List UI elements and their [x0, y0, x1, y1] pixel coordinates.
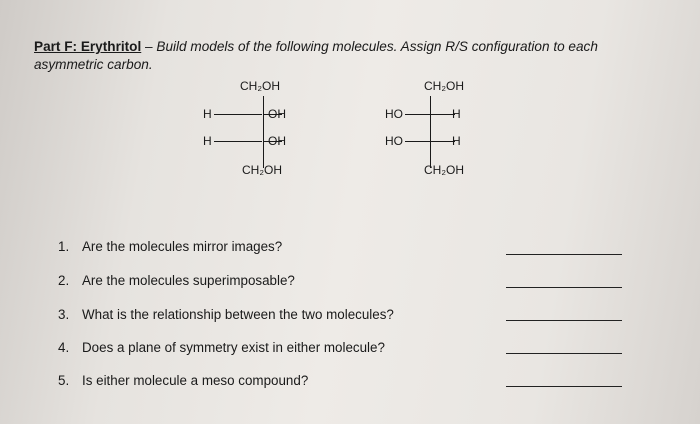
question-2: [58, 273, 295, 288]
mol2-c1-left-bond: [405, 114, 430, 115]
question-4: [58, 340, 385, 355]
question-number: 4.: [58, 340, 70, 355]
mol1-c1-left: H: [203, 107, 212, 121]
mol2-c1-right: H: [452, 107, 461, 121]
question-text: Is either molecule a meso compound?: [82, 373, 309, 388]
question-number: 5.: [58, 373, 70, 388]
question-5: [58, 373, 308, 388]
mol1-c1-right: OH: [268, 107, 286, 121]
question-1: [58, 239, 282, 254]
mol2-bottom-group: CH₂OH: [424, 163, 464, 177]
question-text: What is the relationship between the two molecules?: [82, 307, 394, 322]
part-label: Part F: Erythritol: [34, 39, 142, 54]
mol1-vertical-bond: [263, 96, 264, 168]
mol2-c1-left: HO: [385, 107, 403, 121]
question-number: 1.: [58, 239, 70, 254]
part-heading: [34, 38, 674, 74]
answer-blank-1[interactable]: [506, 254, 622, 255]
question-number: 2.: [58, 273, 70, 288]
question-3: [58, 307, 394, 322]
instructions-line-1: Build models of the following molecules. Assign R/S configuration to each: [156, 39, 598, 54]
mol2-vertical-bond: [430, 96, 431, 168]
answer-blank-4[interactable]: [506, 353, 622, 354]
instructions-line-2: asymmetric carbon.: [34, 57, 153, 72]
mol1-c2-left: H: [203, 134, 212, 148]
mol2-c2-left: HO: [385, 134, 403, 148]
answer-blank-5[interactable]: [506, 386, 622, 387]
heading-dash: –: [141, 39, 157, 54]
mol1-c1-left-bond: [214, 114, 262, 115]
mol2-c2-left-bond: [405, 141, 430, 142]
question-text: Does a plane of symmetry exist in either molecule?: [82, 340, 385, 355]
mol1-top-group: CH₂OH: [240, 79, 280, 93]
mol1-bottom-group: CH₂OH: [242, 163, 282, 177]
fischer-projection-2: [373, 75, 523, 185]
question-text: Are the molecules superimposable?: [82, 273, 295, 288]
mol1-c2-left-bond: [214, 141, 262, 142]
mol2-top-group: CH₂OH: [424, 79, 464, 93]
fischer-projection-1: [190, 75, 340, 185]
answer-blank-2[interactable]: [506, 287, 622, 288]
question-number: 3.: [58, 307, 70, 322]
question-text: Are the molecules mirror images?: [82, 239, 283, 254]
mol1-c2-right: OH: [268, 134, 286, 148]
mol2-c2-right: H: [452, 134, 461, 148]
answer-blank-3[interactable]: [506, 320, 622, 321]
